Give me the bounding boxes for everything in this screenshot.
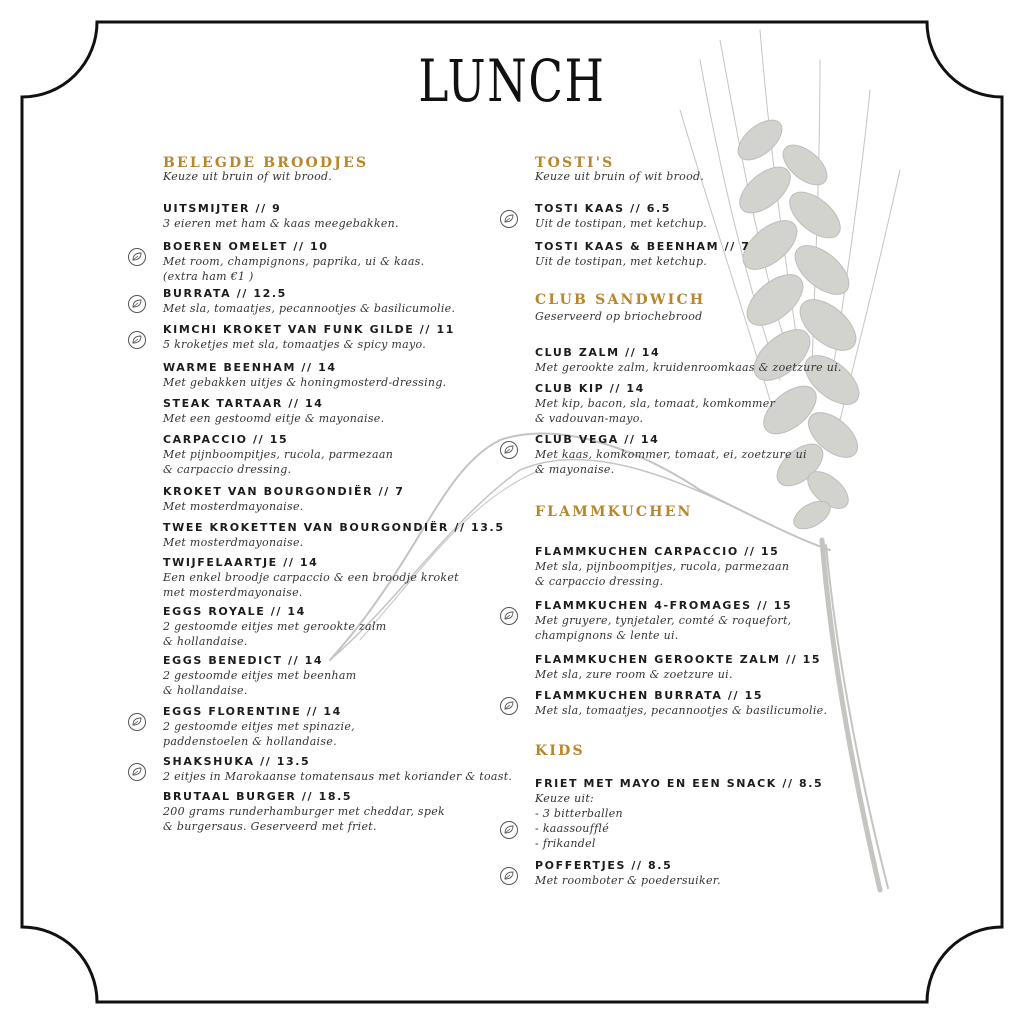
menu-item xyxy=(163,520,505,550)
menu-item-description: Met gebakken uitjes & honingmosterd-dressing. xyxy=(163,376,447,389)
menu-item-description: Met pijnboompitjes, rucola, parmezaan & carpaccio dressing. xyxy=(163,448,394,476)
section-title-club: CLUB SANDWICH xyxy=(535,292,706,308)
menu-item xyxy=(163,239,424,284)
menu-item-description: Uit de tostipan, met ketchup. xyxy=(535,255,708,268)
menu-item-name: STEAK TARTAAR // 14 xyxy=(163,397,324,410)
menu-item-name: TWIJFELAARTJE // 14 xyxy=(163,556,319,569)
menu-item-description: Met mosterdmayonaise. xyxy=(163,500,304,513)
vegetarian-leaf-icon xyxy=(499,866,519,886)
menu-item-name: BRUTAAL BURGER // 18.5 xyxy=(163,790,353,803)
section-subtitle-club: Geserveerd op briochebrood xyxy=(535,310,703,323)
menu-item-description: 2 eitjes in Marokaanse tomatensaus met koriander & toast. xyxy=(163,770,513,783)
menu-item-name: SHAKSHUKA // 13.5 xyxy=(163,755,311,768)
menu-item-description: Keuze uit: - 3 bitterballen - kaassoufflé - frikandel xyxy=(535,792,623,850)
menu-item xyxy=(535,432,807,477)
menu-item xyxy=(535,776,823,851)
menu-item xyxy=(535,652,821,682)
menu-item-name: TWEE KROKETTEN VAN BOURGONDIËR // 13.5 xyxy=(163,521,505,534)
vegetarian-leaf-icon xyxy=(499,209,519,229)
menu-item xyxy=(163,484,405,514)
menu-item-description: Met kip, bacon, sla, tomaat, komkommer & vadouvan-mayo. xyxy=(535,397,776,425)
vegetarian-leaf-icon xyxy=(499,820,519,840)
vegetarian-leaf-icon xyxy=(499,696,519,716)
menu-item-description: Met sla, pijnboompitjes, rucola, parmezaan & carpaccio dressing. xyxy=(535,560,790,588)
menu-item xyxy=(535,201,707,231)
menu-item xyxy=(163,432,393,477)
vegetarian-leaf-icon xyxy=(127,712,147,732)
menu-item xyxy=(163,201,399,231)
menu-item-description: Een enkel broodje carpaccio & een broodje kroket met mosterdmayonaise. xyxy=(163,571,459,599)
menu-item-description: 2 gestoomde eitjes met spinazie, paddenstoelen & hollandaise. xyxy=(163,720,355,748)
menu-item-description: 3 eieren met ham & kaas meegebakken. xyxy=(163,217,399,230)
menu-item xyxy=(163,604,386,649)
section-title-tosti: TOSTI'S xyxy=(535,155,615,171)
menu-item-description: Met sla, zure room & zoetzure ui. xyxy=(535,668,733,681)
menu-item-description: 2 gestoomde eitjes met gerookte zalm & hollandaise. xyxy=(163,620,387,648)
menu-item xyxy=(163,360,446,390)
menu-item-name: CLUB ZALM // 14 xyxy=(535,346,661,359)
menu-item-description: Met mosterdmayonaise. xyxy=(163,536,304,549)
menu-item xyxy=(535,688,827,718)
vegetarian-leaf-icon xyxy=(127,330,147,350)
section-title-belegde: BELEGDE BROODJES xyxy=(163,155,369,171)
vegetarian-leaf-icon xyxy=(499,440,519,460)
menu-item-name: WARME BEENHAM // 14 xyxy=(163,361,337,374)
menu-item-description: Uit de tostipan, met ketchup. xyxy=(535,217,708,230)
menu-item xyxy=(535,239,751,269)
menu-item-name: UITSMIJTER // 9 xyxy=(163,202,282,215)
menu-item xyxy=(163,704,355,749)
page-title: LUNCH xyxy=(418,47,606,115)
menu-item-name: EGGS BENEDICT // 14 xyxy=(163,654,324,667)
menu-item xyxy=(163,789,445,834)
menu-item-name: FLAMMKUCHEN GEROOKTE ZALM // 15 xyxy=(535,653,822,666)
menu-item-name: FLAMMKUCHEN 4-FROMAGES // 15 xyxy=(535,599,793,612)
menu-item-name: EGGS FLORENTINE // 14 xyxy=(163,705,342,718)
menu-item xyxy=(535,544,789,589)
section-subtitle-tosti: Keuze uit bruin of wit brood. xyxy=(535,170,705,183)
menu-item-description: 2 gestoomde eitjes met beenham & hollandaise. xyxy=(163,669,357,697)
menu-item xyxy=(535,345,842,375)
menu-item-description: Met sla, tomaatjes, pecannootjes & basilicumolie. xyxy=(535,704,828,717)
menu-item-name: EGGS ROYALE // 14 xyxy=(163,605,306,618)
menu-item-description: Met room, champignons, paprika, ui & kaas. (extra ham €1 ) xyxy=(163,255,425,283)
menu-item-description: Met sla, tomaatjes, pecannootjes & basilicumolie. xyxy=(163,302,456,315)
section-title-kids: KIDS xyxy=(535,743,585,759)
menu-item xyxy=(163,555,459,600)
menu-item-name: BURRATA // 12.5 xyxy=(163,287,287,300)
menu-item xyxy=(163,396,384,426)
vegetarian-leaf-icon xyxy=(127,762,147,782)
vegetarian-leaf-icon xyxy=(127,294,147,314)
menu-item xyxy=(535,598,792,643)
menu-item-name: CARPACCIO // 15 xyxy=(163,433,289,446)
menu-item-name: CLUB VEGA // 14 xyxy=(535,433,660,446)
menu-item-name: POFFERTJES // 8.5 xyxy=(535,859,673,872)
menu-item xyxy=(535,381,775,426)
menu-item xyxy=(163,653,356,698)
menu-item xyxy=(535,858,721,888)
menu-item-name: KIMCHI KROKET VAN FUNK GILDE // 11 xyxy=(163,323,455,336)
menu-item-description: 5 kroketjes met sla, tomaatjes & spicy mayo. xyxy=(163,338,427,351)
menu-item xyxy=(163,754,512,784)
vegetarian-leaf-icon xyxy=(127,247,147,267)
menu-item-name: FLAMMKUCHEN BURRATA // 15 xyxy=(535,689,764,702)
menu-item-name: FLAMMKUCHEN CARPACCIO // 15 xyxy=(535,545,780,558)
menu-item-description: 200 grams runderhamburger met cheddar, spek & burgersaus. Geserveerd met friet. xyxy=(163,805,445,833)
menu-item-description: Met een gestoomd eitje & mayonaise. xyxy=(163,412,385,425)
menu-item xyxy=(163,286,455,316)
section-subtitle-belegde: Keuze uit bruin of wit brood. xyxy=(163,170,333,183)
menu-item-name: FRIET MET MAYO EN EEN SNACK // 8.5 xyxy=(535,777,824,790)
menu-item-name: TOSTI KAAS & BEENHAM // 7 xyxy=(535,240,751,253)
menu-item-description: Met gruyere, tynjetaler, comté & roquefort, champignons & lente ui. xyxy=(535,614,792,642)
menu-item-description: Met gerookte zalm, kruidenroomkaas & zoetzure ui. xyxy=(535,361,842,374)
menu-item-name: TOSTI KAAS // 6.5 xyxy=(535,202,672,215)
vegetarian-leaf-icon xyxy=(499,606,519,626)
menu-item-description: Met roomboter & poedersuiker. xyxy=(535,874,721,887)
section-title-flamm: FLAMMKUCHEN xyxy=(535,504,693,520)
menu-item xyxy=(163,322,455,352)
menu-item-description: Met kaas, komkommer, tomaat, ei, zoetzure ui & mayonaise. xyxy=(535,448,807,476)
menu-item-name: CLUB KIP // 14 xyxy=(535,382,645,395)
menu-item-name: KROKET VAN BOURGONDIËR // 7 xyxy=(163,485,405,498)
menu-item-name: BOEREN OMELET // 10 xyxy=(163,240,329,253)
